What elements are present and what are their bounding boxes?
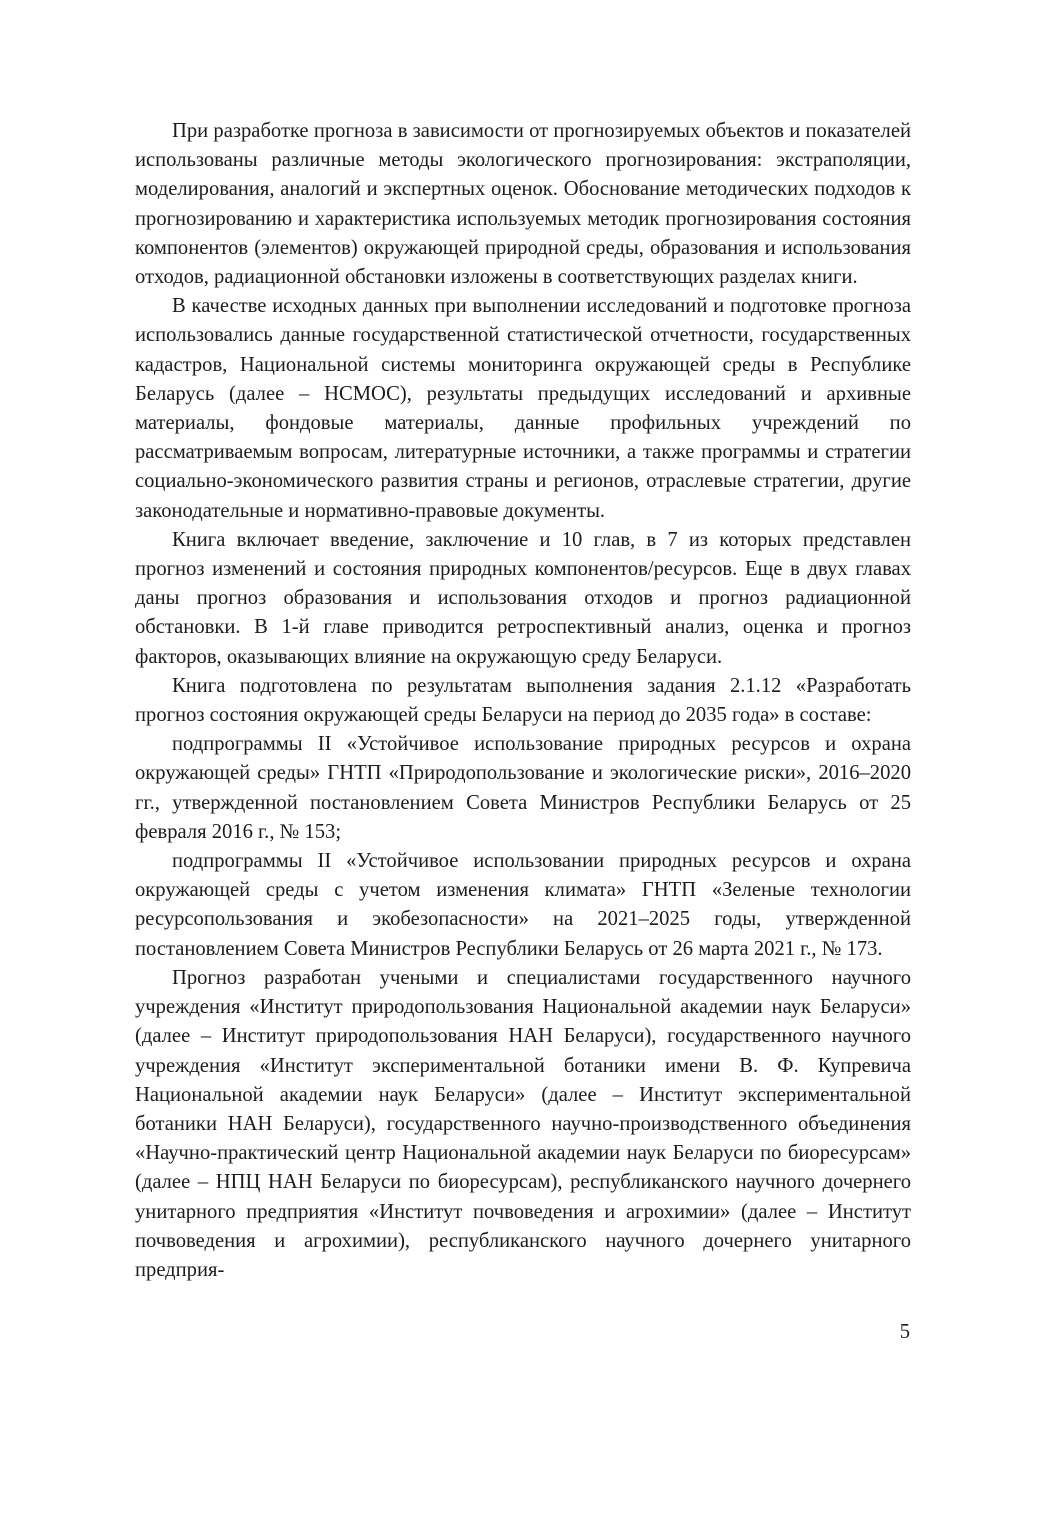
page-body — [135, 117, 911, 1285]
page-number: 5 — [899, 1321, 910, 1343]
paragraph-task-reference: Книга подготовлена по результатам выполнения задания 2.1.12 «Разработать прогноз состояния окружающей среды Беларуси на период до 2035 года» в составе: — [135, 674, 911, 727]
paragraph-book-structure: Книга включает введение, заключение и 10 глав, в 7 из которых представлен прогноз изменений и состояния природных компонентов/ресурсов. Еще в двух главах даны прогноз образования и использования отходов и прогноз радиационной обстановки. В 1-й главе приводится ретроспективный анализ, оценка и прогноз факторов, оказывающих влияние на окружающую среду Беларуси. — [135, 528, 911, 668]
paragraph-authors: Прогноз разработан учеными и специалистами государственного научного учреждения «Институт природопользования Национальной академии наук Беларуси» (далее – Институт природопользования НАН Беларуси), государственного научного учреждения «Институт экспериментальной ботаники имени В. Ф. Купревича Национальной академии наук Беларуси» (далее – Институт экспериментальной ботаники НАН Беларуси), государственного научно-производственного объединения «Научно-практический центр Национальной академии наук Беларуси по биоресурсам» (далее – НПЦ НАН Беларуси по биоресурсам), республиканского научного дочернего унитарного предприятия «Институт почвоведения и агрохимии» (далее – Институт почвоведения и агрохимии), республиканского научного дочернего унитарного предприя- — [135, 966, 911, 1281]
paragraph-subprogram-2021: подпрограммы II «Устойчивое использовании природных ресурсов и охрана окружающей среды с учетом изменения климата» ГНТП «Зеленые технологии ресурсопользования и экобезопасности» на 2021–2025 годы, утвержденной постановлением Совета Министров Республики Беларусь от 26 марта 2021 г., № 173. — [135, 850, 911, 960]
paragraph-forecast-methods: При разработке прогноза в зависимости от прогнозируемых объектов и показателей использованы различные методы экологического прогнозирования: экстраполяции, моделирования, аналогий и экспертных оценок. Обоснование методических подходов к прогнозированию и характеристика используемых методик прогнозирования состояния компонентов (элементов) окружающей природной среды, образования и использования отходов, радиационной обстановки изложены в соответствующих разделах книги. — [135, 120, 911, 289]
paragraph-source-data: В качестве исходных данных при выполнении исследований и подготовке прогноза использовались данные государственной статистической отчетности, государственных кадастров, Национальной системы мониторинга окружающей среды в Республике Беларусь (далее – НСМОС), результаты предыдущих исследований и архивные материалы, фондовые материалы, данные профильных учреждений по рассматриваемым вопросам, литературные источники, а также программы и стратегии социально-экономического развития страны и регионов, отраслевые стратегии, другие законодательные и нормативно-правовые документы. — [135, 295, 911, 522]
paragraph-subprogram-2016: подпрограммы II «Устойчивое использование природных ресурсов и охрана окружающей среды» ГНТП «Природопользование и экологические риски», 2016–2020 гг., утвержденной постановлением Совета Министров Республики Беларусь от 25 февраля 2016 г., № 153; — [135, 733, 911, 843]
